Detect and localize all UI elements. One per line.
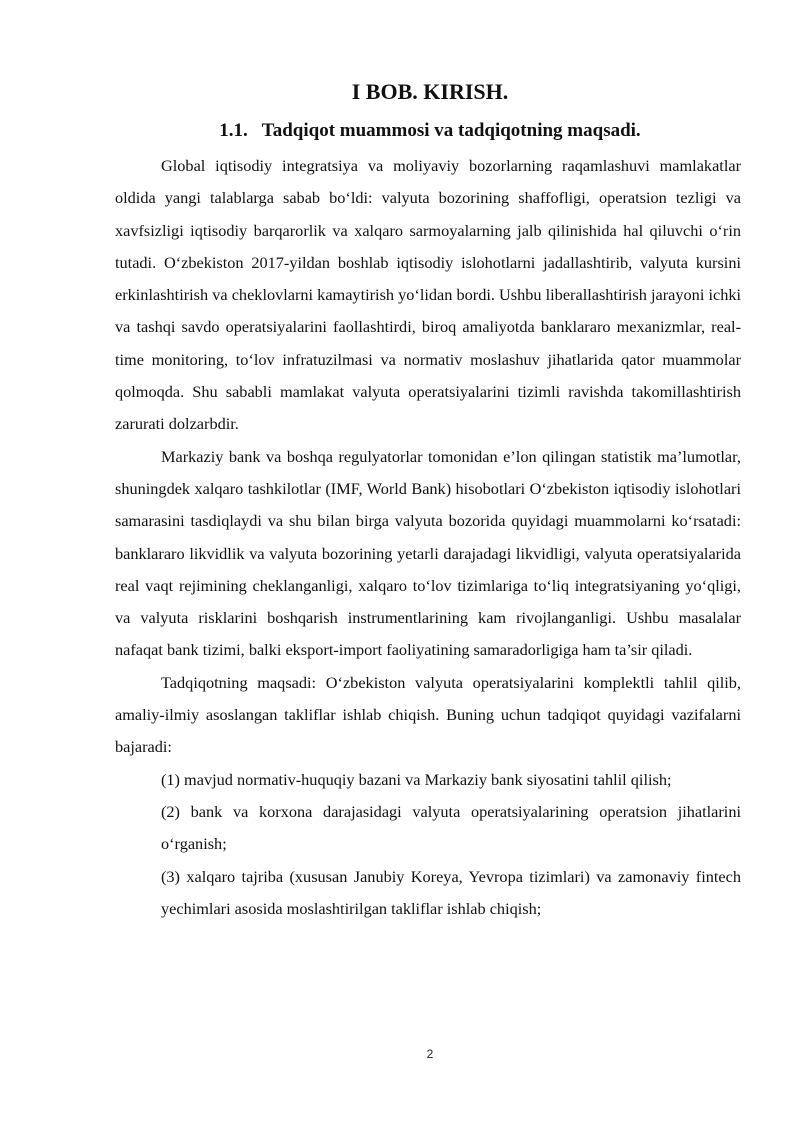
task-list-item: (1) mavjud normativ-huquqiy bazani va Markaziy bank siyosatini tahlil qilish; [161, 769, 672, 789]
task-list-item: (2) bank va korxona darajasidagi valyuta operatsiyalarining operatsion jihatlarini oʻrganish; [161, 801, 741, 854]
task-list-item: (3) xalqaro tajriba (xususan Janubiy Koreya, Yevropa tizimlari) va zamonaviy fintech yechimlari asosida moslashtirilgan takliflar ishlab chiqish; [161, 866, 741, 918]
section-title: Tadqiqot muammosi va tadqiqotning maqsadi. [261, 120, 641, 141]
paragraph: Global iqtisodiy integratsiya va moliyaviy bozorlarning raqamlashuvi mamlakatlar oldida yangi talablarga sabab boʻldi: valyuta bozorining shaffofligi, operatsion tezligi va xavfsizligi iqtisodiy barqarorlik va xalqaro sarmoyalarning jalb qilinishida hal qiluvchi oʻrin tutadi. Oʻzbekiston 2017-yildan boshlab iqtisodiy islohotlarni jadallashtirib, valyuta kursini erkinlashtirish va cheklovlarni kamaytirish yoʻlidan bordi. Ushbu liberallashtirish jarayoni ichki va tashqi savdo operatsiyalarini faollashtirdi, biroq amaliyotda banklararo mexanizmlar, real-time monitoring, toʻlov infratuzilmasi va normativ moslashuv jihatlarida qator muammolar qolmoqda. Shu sababli mamlakat valyuta operatsiyalarini tizimli ravishda takomillashtirish zarurati dolzarbdir. [115, 156, 741, 434]
paragraph: Markaziy bank va boshqa regulyatorlar tomonidan e’lon qilingan statistik ma’lumotlar, shuningdek xalqaro tashkilotlar (IMF, World Bank) hisobotlari Oʻzbekiston iqtisodiy islohotlari samarasini tasdiqlaydi va shu bilan birga valyuta bozorida quyidagi muammolarni koʻrsatadi: banklararo likvidlik va valyuta bozorining yetarli darajadagi likvidligi, valyuta operatsiyalarida real vaqt rejimining cheklanganligi, xalqaro toʻlov tizimlariga toʻliq integratsiyaning yoʻqligi, va valyuta risklarini boshqarish instrumentlarining kam rivojlanganligi. Ushbu masalalar nafaqat bank tizimi, balki eksport-import faoliyatining samaradorligiga ham ta’sir qiladi. [115, 446, 741, 660]
chapter-title: I BOB. KIRISH. [351, 79, 509, 104]
body-text [115, 150, 741, 925]
section-number: 1.1. [219, 120, 248, 141]
section-heading [0, 116, 800, 146]
page-number: 2 [426, 1047, 434, 1061]
paragraph: Tadqiqotning maqsadi: Oʻzbekiston valyuta operatsiyalarini komplektli tahlil qilib, amaliy-ilmiy asoslangan takliflar ishlab chiqish. Buning uchun tadqiqot quyidagi vazifalarni bajaradi: [115, 672, 741, 757]
